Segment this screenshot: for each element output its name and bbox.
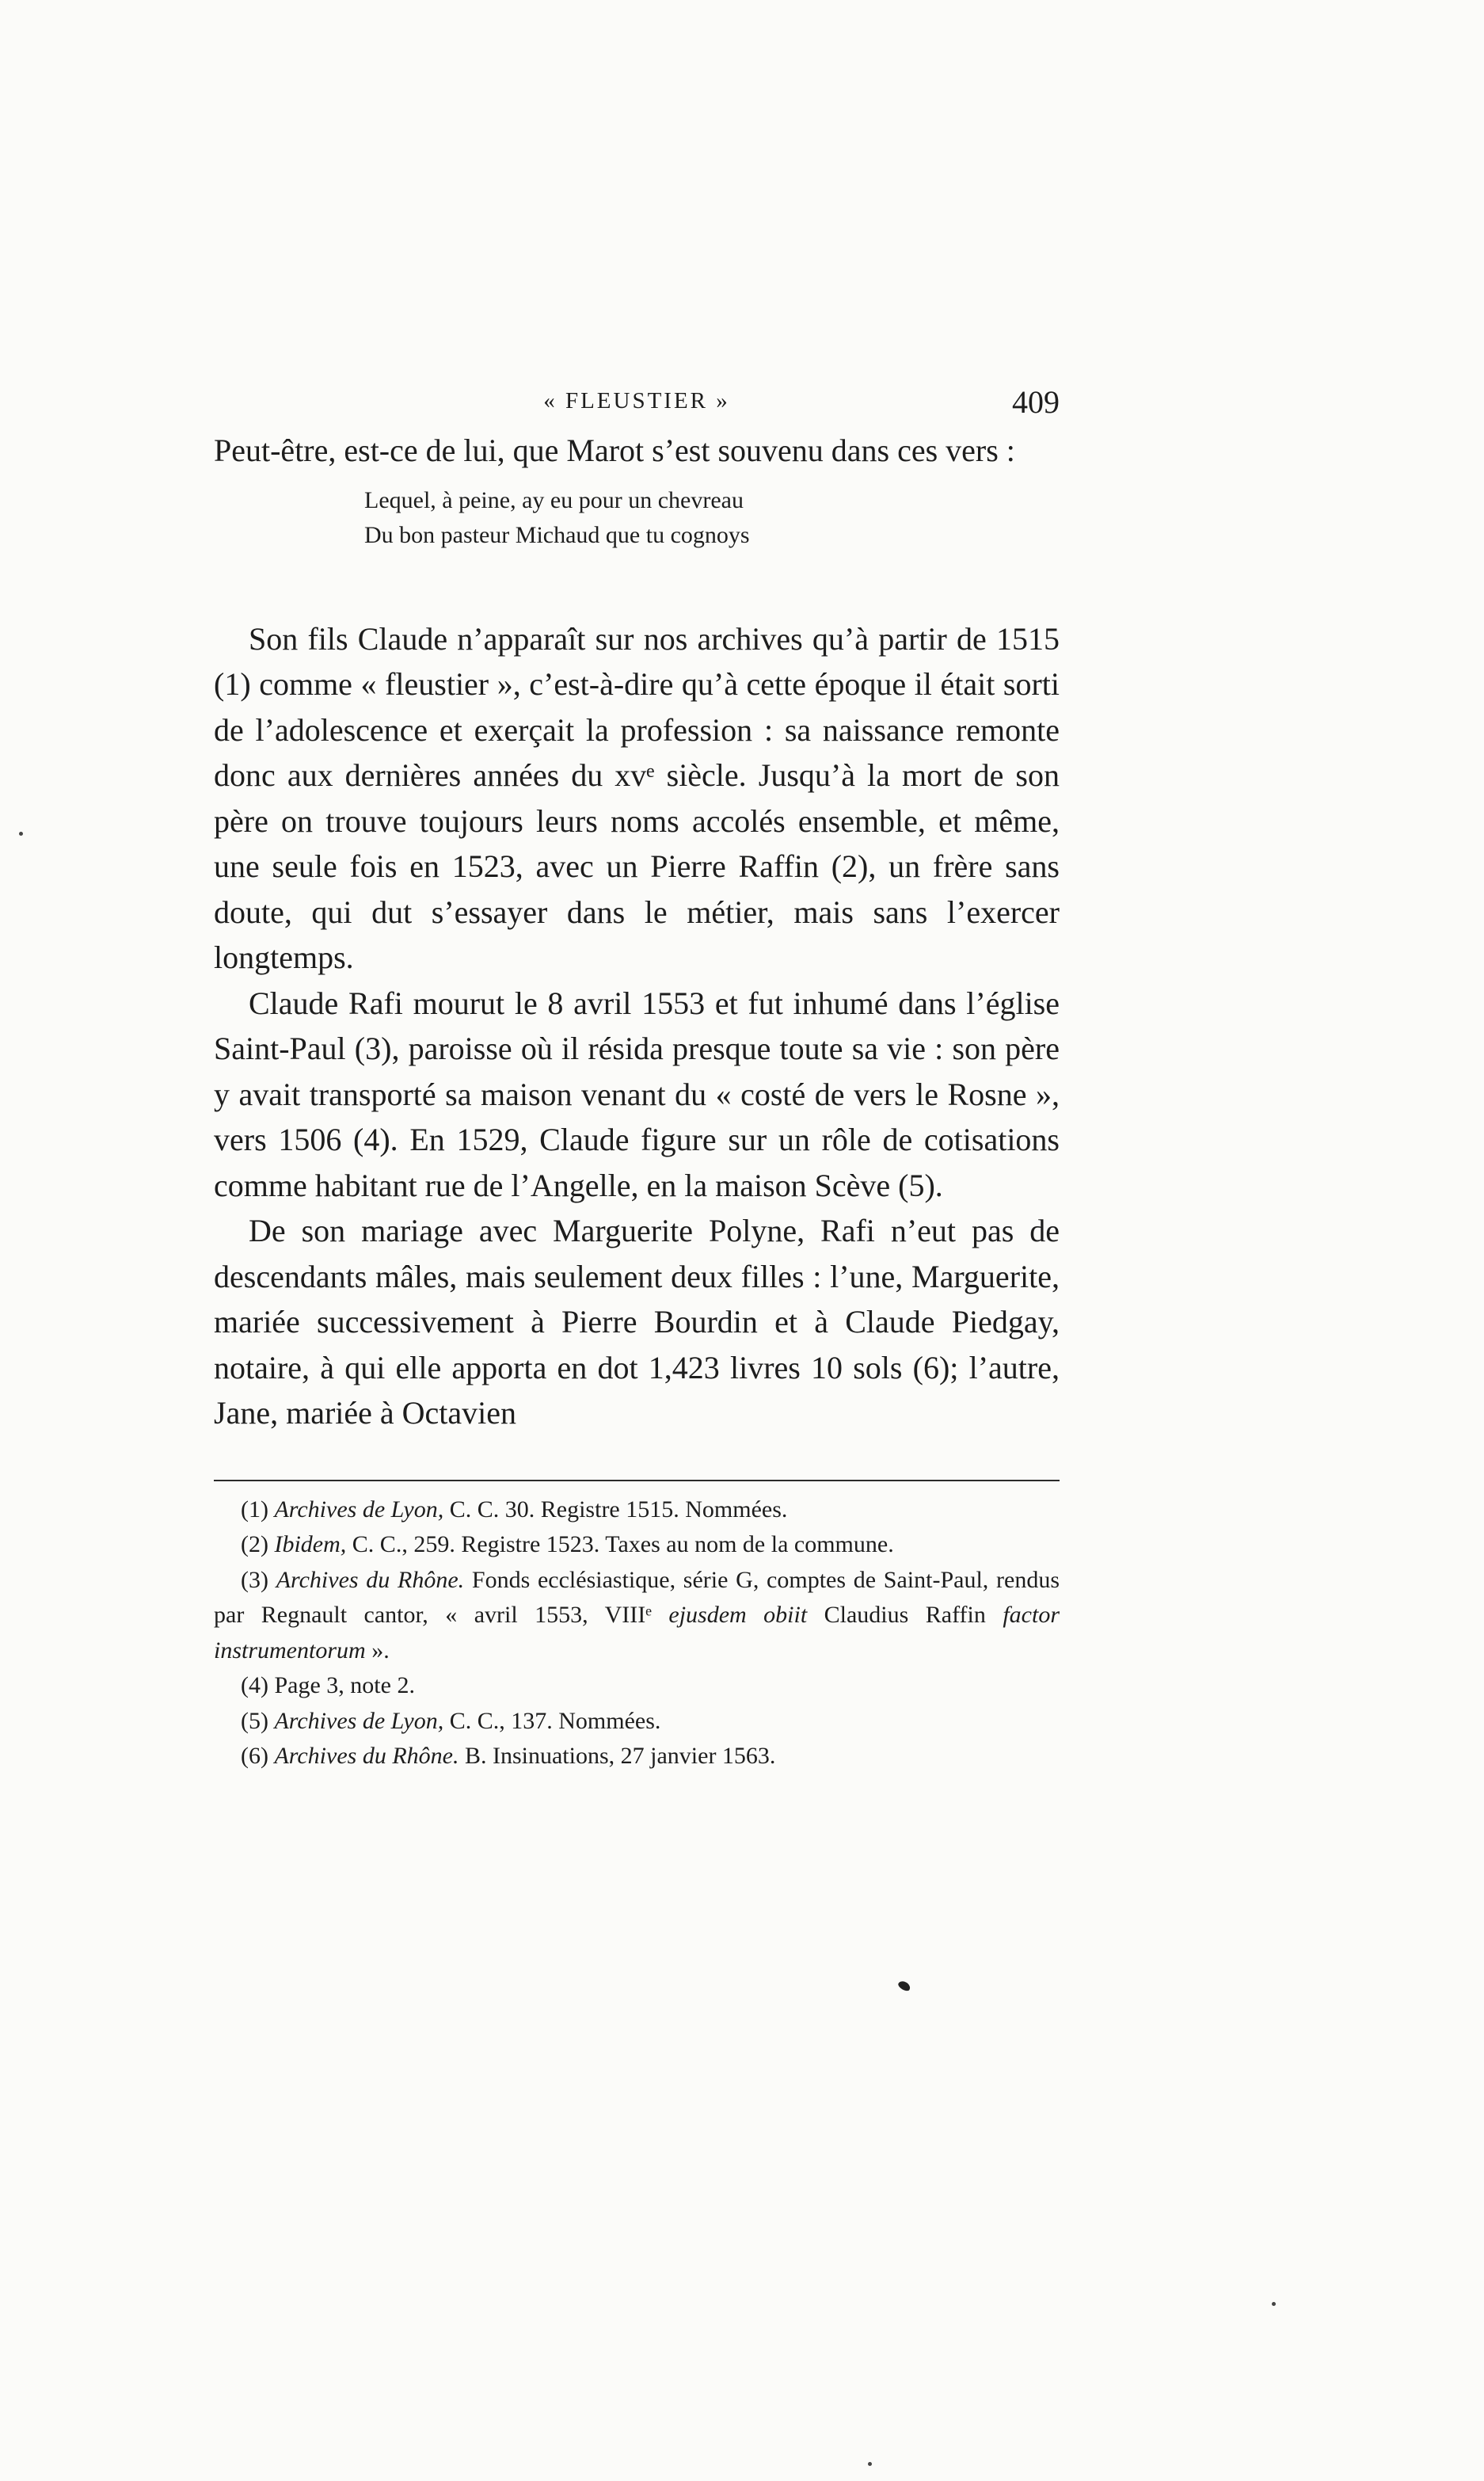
footnote-number: (1) — [241, 1496, 268, 1523]
ink-dot — [19, 832, 23, 836]
paragraph: De son mariage avec Marguerite Polyne, Rafi n’eut pas de descendants mâles, mais seulement deux filles : l’une, Marguerite, mariée successivement à Pierre Bourdin et à Claude Piedgay, notaire, à qui elle apporta en dot 1,423 livres 10 sols (6); l’autre, Jane, mariée à Octavien — [214, 1213, 1060, 1431]
footnotes — [214, 1492, 1060, 1774]
ink-dot — [868, 2462, 872, 2466]
footnote-rule — [214, 1480, 1060, 1481]
body-text — [214, 428, 1060, 1436]
footnote-text: Fonds ecclésiastique, série G, comptes de Saint-Paul, rendus par Regnault cantor, « avril 1553, VIIIᵉ — [214, 1566, 1060, 1628]
footnote-text: ». — [365, 1637, 390, 1664]
verse-quote — [364, 483, 1060, 553]
footnote-text: Claudius Raffin — [807, 1602, 1003, 1628]
footnote-latin: factor instrumentorum — [214, 1602, 1060, 1664]
verse-line: Lequel, à peine, ay eu pour un chevreau — [364, 486, 744, 513]
footnote-4: (4) Page 3, note 2. — [241, 1672, 415, 1698]
footnote-text: B. Insinuations, 27 janvier 1563. — [459, 1743, 776, 1769]
footnote-text: C. C. 30. Registre 1515. Nommées. — [443, 1496, 788, 1523]
footnote-number: (2) — [241, 1531, 268, 1557]
footnote-latin: ejusdem obiit — [668, 1602, 808, 1628]
footnote-source: Archives de Lyon, — [274, 1707, 444, 1734]
footnote-number: (3) — [241, 1566, 268, 1593]
intro-paragraph: Peut-être, est-ce de lui, que Marot s’est souvenu dans ces vers : — [214, 433, 1015, 468]
footnote-source: Archives du Rhône. — [276, 1566, 465, 1593]
footnote-3 — [214, 1563, 1060, 1669]
ink-dot — [1272, 2302, 1276, 2306]
paragraph: Son fils Claude n’apparaît sur nos archives qu’à partir de 1515 (1) comme « fleustier », c’est-à-dire qu’à cette époque il était sorti de l’adolescence et exerçait la profession : sa naissance remonte donc aux dernières années du xvᵉ siècle. Jusqu’à la mort de son père on trouve toujours leurs noms accolés ensemble, et même, une seule fois en 1523, avec un Pierre Raffin (2), un frère sans doute, qui dut s’essayer dans le métier, mais sans l’exercer longtemps. — [214, 620, 1060, 975]
footnote-source: Ibidem, — [274, 1531, 347, 1557]
footnote-6 — [214, 1739, 1060, 1774]
footnote-1 — [214, 1492, 1060, 1528]
running-title: « FLEUSTIER » — [543, 388, 730, 414]
footnote-source: Archives du Rhône. — [274, 1743, 459, 1769]
footnote-text: C. C., 259. Registre 1523. Taxes au nom de la commune. — [346, 1531, 894, 1557]
verse-line: Du bon pasteur Michaud que tu cognoys — [364, 521, 750, 548]
book-page — [214, 380, 1060, 1774]
running-head — [214, 380, 1060, 428]
footnote-5 — [214, 1704, 1060, 1740]
footnote-number: (6) — [241, 1743, 268, 1769]
footnote-source: Archives de Lyon, — [274, 1496, 444, 1523]
page-number: 409 — [1012, 384, 1060, 420]
ink-speck — [897, 1980, 912, 1993]
footnote-2 — [214, 1527, 1060, 1563]
footnote-text: C. C., 137. Nommées. — [443, 1707, 661, 1734]
footnote-number: (5) — [241, 1707, 268, 1734]
paragraph: Claude Rafi mourut le 8 avril 1553 et fut inhumé dans l’église Saint-Paul (3), paroisse où il résida presque toute sa vie : son père y avait transporté sa maison venant du « costé de vers le Rosne », vers 1506 (4). En 1529, Claude figure sur un rôle de cotisations comme habitant rue de l’Angelle, en la maison Scève (5). — [214, 985, 1060, 1203]
